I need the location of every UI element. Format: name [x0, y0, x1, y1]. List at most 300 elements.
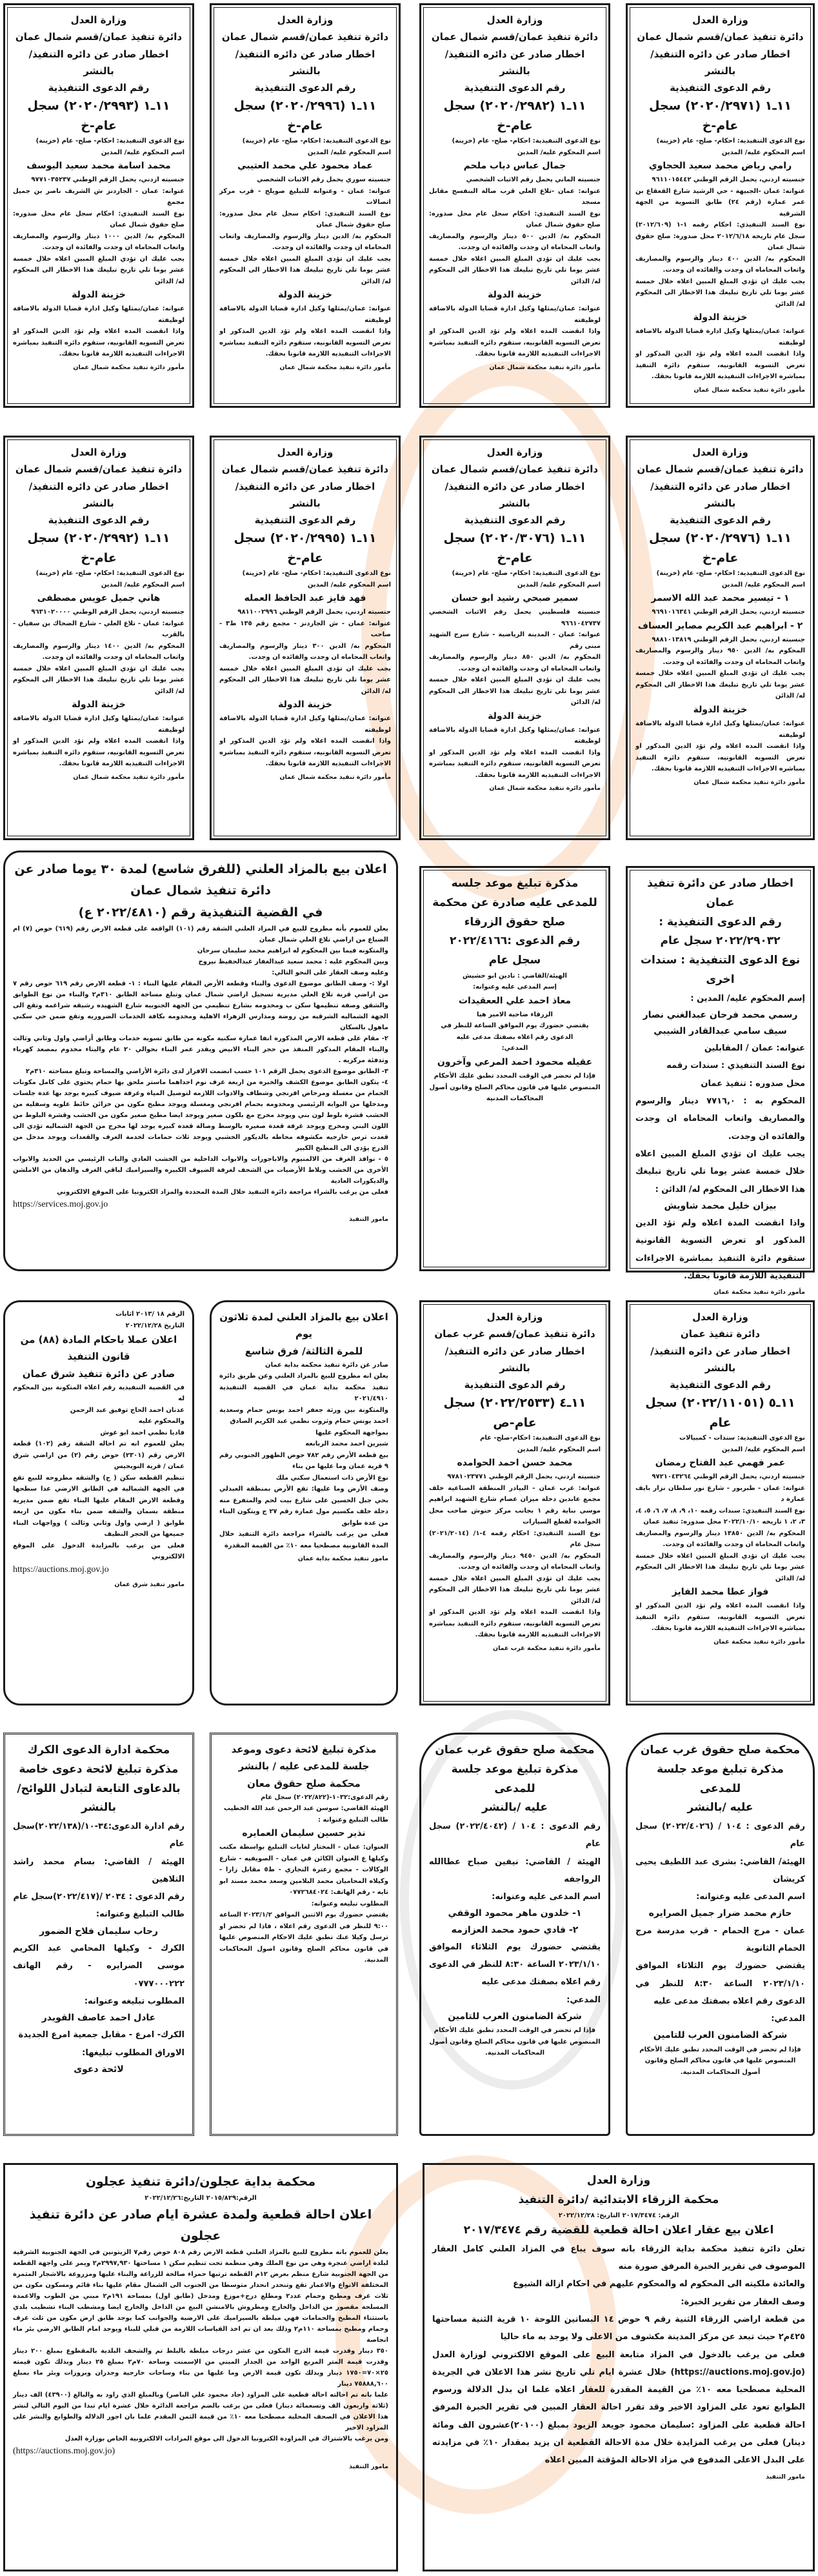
notice-text: ٤- يتكون الطابق موضوع الكشف والخبره من اربعة غرف نوم احداهما ماستر ملحق بها حمام يحتوي على كامل مكونات الحمام من مغسلة ومرحاض افرنجي وشطاف والادوات اللازمه لتوصيل المياه وغرفة ضيوف كبيره يوجد بها عدة جلسات ومدخلها من البوابه الرئيسي ومخدومه بحمام افرنجي ومغسلة ويوجد مطبخ مكون من خزائن حائط علويه وسفليه من الخشب قشرة بلوط لون بني ويوجد مخرج مع بلكون صغير ويوجد ايضا مطبخ صغير مكون من الخشب وقشرة البلوط من اللون البني ومخرج ويوجد غرفة قعدة صغيره بالوسط وصالة قعده كبيره يوجد لها مخرج من الجهة الشماليه تؤدي الى قعدت ترس خارجيه مكشوفه محاطه بالديكور الخشبي ويوجد ثلاث حمامات لخدمة الغرف والقعدات ويوجد مدخل من الدرج يؤدي الى المطبخ الكبير [13, 1078, 388, 1152]
notice-text: يقتضي حضورك يوم الموافق الساعة للنظر في الدعوى رقم اعلاه بصفتك مدعى عليه [441, 1022, 589, 1041]
legal-notice-r6left [3, 2163, 398, 2571]
party-name: لائحة دعوى [74, 2064, 124, 2075]
party-name: هاني جميل عويس مصطفى [37, 593, 161, 604]
legal-notice-r3wide [3, 850, 398, 1271]
party-name: خزينة الدولة [278, 699, 332, 710]
notice-text: اسم المحكوم عليه/ المدين [721, 148, 805, 156]
notice-heading: مذكرة تبليغ لائحة دعوى وموعد جلسة للمدعى عليه / بالنشر [231, 1744, 377, 1773]
notice-text: يقتضي حضورك يوم الاثنين الموافق ٢٠٢٣/١/٢ الساعة ٩:٠٠ للنظر في الدعوى رقم اعلاه ، فاذا لم تحضر او ترسل وكيلا عنك تطبق عليك الاحكام المنصوص عليها في قانون محاكم الصلح وقانون اصول المحاكمات المدنية. [219, 1911, 388, 1964]
notice-text: المحكوم به/ الدين ٥٠٠ دينار والرسوم والمصاريف واتعاب المحاماه ان وجدت والفائده ان وجدت. [429, 232, 601, 252]
notice-heading: للمدعى عليه صادرة عن محكمة [432, 896, 597, 909]
notice-text: يجب عليك ان تؤدي المبلغ المبين اعلاه خلال خمسة عشر يوما تلي تاريخ تبليغك هذا الاخطار الى المحكوم له/ الدائن : [635, 1149, 805, 1194]
notice-text: الهيئة/القاضي : نادين ابو حشيش [463, 972, 567, 980]
notice-heading: وزارة العدل [486, 1311, 543, 1323]
notice-heading: رقم الدعوى التنفيذية [254, 514, 356, 526]
legal-notice-r5c3 [419, 1733, 610, 2136]
notice-heading: وزارة العدل [70, 14, 127, 26]
notice-text: رقم الدعوى : ١٠٤ / (٢٠٢٢/٤٠٤٢) سجل عام [429, 1822, 601, 1849]
notice-text: رقم ادارة الدعوى:٣٤-١٠/(٢٠٢٢/١٣٨)سجل عام [13, 1822, 185, 1849]
notice-heading: رقم الدعوى التنفيذية [670, 514, 771, 526]
legal-notice-r5c4 [626, 1733, 815, 2136]
notice-text: عنوانه: عمان - تلاع العلي - شارع الضحاك بن سفيان - بالقرب [13, 619, 185, 639]
party-name: عماد محمود علي محمد العتيبي [237, 161, 373, 172]
notice-text: يجب عليك ان تؤدي المبلغ المبين اعلاه خلال خمسة عشر يوما تلي تاريخ تبليغك هذا الاخطار الى المحكوم له/ الدائن [219, 255, 391, 285]
notice-text: المحكوم به/ الدين ٤٠٠ دينار والرسوم والمصاريف واتعاب المحاماه ان وجدت والفائده ان وجدت. [635, 255, 805, 274]
notice-text: عنوانه: عمان - وعنوانه للتبليغ صويلح - قرب مركز اتصالات [219, 187, 391, 206]
notice-heading: محكمة صلح حقوق غرب عمان [435, 1744, 595, 1756]
notice-text: عنوانه: عمان/يمثلها وكيل ادارة قضايا الدولة بالاضافة لوظيفته [13, 305, 185, 324]
party-name: عقيله محمود احمد المرعي وآخرون [437, 1056, 593, 1067]
notice-signature: مأمور دائرة تنفيذ محكمة شمال عمان [279, 363, 391, 371]
notice-heading: رقم الدعوى التنفيذية [464, 514, 566, 526]
case-number: ١١ـ١ (٢٠٢٠/٣٠٧٦) سجل عام-خ [443, 531, 586, 565]
notice-text: نوع الدعوى التنفيذية: احكام- صلح- عام (خزينة) [452, 570, 601, 578]
notice-text: نوع الدعوى التنفيذية: احكام- صلح- عام (خزينة) [242, 570, 391, 578]
notice-text: عنوانه: عمان -الجبيهة - حي الرشيد شارع القعقاع بن عمر عمارة (رقم ٢٤) طابق التسوية من الجهة الشرقية [635, 187, 805, 217]
notice-signature: مامور تنفيذ شرق عمان [114, 1581, 185, 1589]
notice-heading: وزارة العدل [586, 2174, 651, 2187]
notice-text: المحكوم به/ الدين ١٤٠٠ دينار والرسوم والمصاريف واتعاب المحاماه ان وجدت والفائده ان وجدت. [13, 642, 185, 661]
notice-text: محل صدوره : تنفيذ عمان [701, 1078, 805, 1089]
notice-text: نوع الدعوى التنفيذية: احكام- صلح- عام (خزينة) [35, 570, 185, 578]
notice-text: الهيئة/ القاضي: بشرى عبد اللطيف يحيى كريشان [635, 1857, 805, 1884]
party-name: رحاب سليمان فلاح الضمور [39, 1926, 158, 1937]
notice-text: الهيئة / القاضي: نيفين صباح عطاالله الرواجفه [429, 1857, 601, 1884]
notice-text: المدعي: [771, 2014, 805, 2024]
case-number: ١١ـ١ (٢٠٢٠/٢٩٩٣) سجل عام-خ [27, 99, 170, 133]
notice-text: فعلى من يرغب بالمزايدة الدخول على الموقع الالكتروني [13, 1542, 185, 1561]
notice-text: يجب عليك ان تؤدي المبلغ المبين اعلاه خلال خمسة عشر يوما تلي تاريخ تبليغك هذا الاخطار الى المحكوم له/ الدائن [429, 676, 601, 707]
notice-text: نوع الأرض ذات استعمال سكني ملك [275, 1474, 388, 1482]
notice-text: نوع الدعوى التنفيذية: احكام- صلح- عام (خزينة) [35, 137, 185, 145]
notice-text: ومن يرغب بالاشتراك في المزاودة الكترونيا الدخول الى موقع المزادات الالكترونية الخاص بوزارة العدل [65, 2435, 388, 2443]
legal-notice-r4c4 [626, 1300, 815, 1706]
notice-text: فإذا لم تحضر في الوقت المحدد تطبق عليك الأحكام المنصوص عليها في قانون محاكم الصلح وقانون أصول المحاكمات المدنية. [639, 2046, 801, 2076]
notice-text: الرقم ١٨ /٢٠١٣ اثابات [115, 1311, 185, 1318]
notice-heading: اخطار صادر عن دائره التنفيذ/ بالنشر [444, 48, 585, 77]
notice-text: عنوانه: عمان / المقابلين [704, 1043, 805, 1054]
notice-text: الهيئة / القاضي: بسام محمد راشد التلاهين [13, 1857, 185, 1884]
notice-text: يجب عليك ان تؤدي المبلغ المبين اعلاه خلال خمسة عشر يوما تلي تاريخ تبليغك هذا الاخطار الى المحكوم له/ الدائن [635, 1552, 805, 1582]
notice-text: وعليه وصف العقار على النحو التالي: [272, 969, 388, 976]
party-name: خزينة الدولة [693, 704, 748, 715]
party-name: ١- خلدون ماهر محمود الوقفي [448, 1908, 582, 1919]
notice-signature: مأمور دائرة تنفيذ محكمة شمال عمان [693, 386, 805, 394]
notice-heading: اخطار صادر عن دائره التنفيذ/ بالنشر [444, 480, 585, 509]
notice-heading: في القضية التنفيذية رقم (٢٠٢٢/٤٨١٠ ع) [78, 905, 323, 920]
notice-text: نوع السند التنفيذي: احكام سجل عام محل صدوره: صلح حقوق شمال عمان [13, 210, 185, 229]
auction-website-link[interactable]: (https://auctions.moj.gov.jo) [13, 2446, 115, 2457]
notice-text: نوع السند التنفيذي: احكام سجل عام محل صدوره: صلح حقوق شمال عمان [429, 210, 601, 229]
notice-heading: رقم الدعوى :٢٠٢٢/٤١٦٦ [450, 934, 580, 948]
notice-text: يجب عليك ان تؤدي المبلغ المبين اعلاه خلال خمسة عشر يوما تلي تاريخ تبليغك هذا الاخطار الى المحكوم له/ الدائن [635, 670, 805, 700]
notice-text: الكرك - وكيلها المحامي عبد الكريم موسى الصرايره - رقم الهاتف ٠٧٧٧٠٠٠٢٢٢ [13, 1943, 185, 1989]
party-name: خزينة الدولة [72, 699, 126, 710]
notice-signature: مأمور دائرة تنفيذ محكمة شمال عمان [73, 363, 185, 371]
notice-heading: وزارة العدل [692, 1311, 748, 1323]
legal-notice-r2c1 [3, 436, 194, 840]
notice-heading: اخطار صادر عن دائره التنفيذ/ بالنشر [28, 48, 169, 77]
party-name: خزينة الدولة [488, 290, 542, 301]
notice-text: المطلوب تبليغه وعنوانه: [311, 1900, 388, 1907]
notice-heading: وزارة العدل [70, 447, 127, 458]
notice-heading: صادر عن دائرة تنفيذ شرق عمان [22, 1367, 175, 1380]
case-number: ١١ـ١ (٢٠٢٠/٢٩٧٦) سجل عام-خ [649, 531, 792, 565]
legal-notice-r4c1 [3, 1300, 194, 1706]
notice-text: واذا انقضت المده اعلاه ولم تؤد الدين المذكور او تعرض التسويه القانونيه، ستقوم دائره التنفيذ بمباشره الاجراءات التنفيذيه اللازمة قانونا بحقك. [219, 328, 391, 358]
notice-text: صادر عن دائرة تنفيذ محكمة بداية عمان [265, 1361, 388, 1369]
notice-heading: دائرة تنفيذ عمان/قسم غرب عمان [434, 1328, 595, 1340]
notice-text: فإذا لم تحضر في الوقت المحدد تطبق عليك الأحكام المنصوص عليها في قانون محاكم الصلح وقانون أصول المحاكمات المدنية. [429, 2027, 601, 2057]
notice-heading: سجل عام [488, 954, 541, 967]
notice-heading: اخطار صادر عن دائره التنفيذ/ بالنشر [235, 48, 375, 77]
notice-heading: نوع الدعوى التنفيذية : سندات اخرى [640, 954, 801, 986]
notice-text: واذا انقضت المده اعلاه ولم تؤد الدين المذكور او تعرض التسويه القانونيه، ستقوم دائره التنفيذ بمباشره الاجراءات التنفيذيه اللازمة قانونا بحقك. [219, 738, 391, 768]
party-name: عادل احمد عاصف القويدر [41, 2013, 156, 2024]
notice-text: جنسيته اردني، يحمل الرقم الوطني ٩٧٢١٠٤٣٢٦٤ [652, 1473, 805, 1481]
notice-heading: رقم الدعوى التنفيذية [670, 1379, 771, 1391]
notice-text: ٥ - نوافذ الغرف من الالمنيوم والاباجورات والابواب الداخلية من الخشب العادي والباب الرئيسي من الحديد والابواب الأخرى من الخشب وبلاط الأرضيات من الشحف لغرفة الضيوف الكبيره والسيراميك لباقي الغرف والدهان من الاملشن والديكورات العادية [13, 1155, 388, 1185]
legal-notice-r4c3 [419, 1300, 610, 1706]
notice-text: يجب عليك ان تؤدي المبلغ المبين اعلاه خلال خمسة عشر يوما تلي تاريخ تبليغك هذا الاخطار الى المحكوم له/ الدائن [219, 665, 391, 695]
notice-text: والمتكونة بين ورثة جعفر احمد يونس حمام وسعدية احمد يونس حمام وثروت نظمي عبد الكريم الصادق [219, 1406, 388, 1425]
notice-text: جنسيته اردني، يحمل الرقم الوطني ٩٦١١٠١٥٤٤٢ [652, 176, 805, 184]
party-name: خزينة الدولة [278, 290, 332, 301]
notice-heading: للمرة الثالثة/ فرق شاسع [244, 1345, 363, 1357]
case-number: ١١ـ٤ (٢٠٢٢/٢٥٣٣) سجل عام-ص [443, 1396, 586, 1430]
notice-heading: مذكرة تبليغ موعد جلسة للمدعى [451, 1762, 579, 1795]
notice-text: المحكوم به/ الدين ٩٥٠ دينار والرسوم والمصاريف واتعاب المحاماه ان وجدت والفائده ان وجدت. [635, 647, 805, 666]
legal-notice-r1c4 [626, 3, 815, 408]
party-name: ١ - تيسير محمد عبد الله الاسمر [651, 593, 790, 604]
notice-text: نوع السند التنفيذي: احكام سجل عام محل صدوره: صلح حقوق شمال عمان [219, 210, 391, 229]
notice-text: تنظيم القطعه سكن ( ج) والشقه مطروحه للبيع تقع في الجهة الشمالية في الطابق الارضي عدا سطحها وقطعة الارض المقام عليها البناء تقع ضمن مديرية منطقة بسمان والشقه ضمن بناء مكون من اربعة طوابق ( ارضي واول وثاني وثالث ) وواجهات البناء جميعها من الحجر النظيف [13, 1474, 185, 1538]
notice-text: والمحكوم عليه [138, 1418, 185, 1425]
notice-heading: مذكرة تبليغ موعد جلسة للمدعى [657, 1762, 784, 1795]
notice-text: طالب التبليغ وعنوانه : [318, 1816, 388, 1824]
notice-text: اسم المحكوم عليه/ المدين [101, 148, 185, 156]
notice-heading: عليه /بالنشر [482, 1801, 548, 1815]
notice-text: عنوانه: عمان/يمثلها وكيل ادارة قضايا الدولة بالاضافة لوظيفته [429, 305, 601, 324]
notice-text: واذا انقضت المده اعلاه ولم تؤد الدين المذكور او تعرض التسويه القانونيه، ستقوم دائره التنفيذ بمباشره الاجراءات التنفيذيه اللازمة قانونا بحقك. [13, 738, 185, 768]
notice-text: المحكوم به/ الدين ١٠٠٠ دينار والرسوم والمصاريف واتعاب المحاماه ان وجدت والفائده ان وجدت. [13, 232, 185, 252]
notice-text: الاوراق المطلوب تبليغها: [82, 2048, 185, 2058]
notice-text: جنسيته اردني، يحمل الرقم الوطني ٩٨٨١٠١٣٨١٩ [652, 636, 805, 643]
party-name: حازم محمد ضرار جميل الصرايره [648, 1908, 792, 1919]
notice-heading: وزارة العدل [692, 447, 748, 458]
notice-text: ٣- الطابق موضوع الدعوى يحمل الرقم ١٠١ حسب انضمت الافراز لدى دائرة الأراضي والمساحة وتبلغ مساحته ٣١٠م٢ [25, 1067, 388, 1075]
legal-notice-r1c2 [210, 3, 401, 408]
notice-text: إسم المحكوم عليه/ المدين : [690, 993, 805, 1003]
notice-text: ٣٥٠ دينار وقدرت قيمة الدرج المكون من عشر درجات مبلطة بالبلط تم والشحف البلدية بالمقطوع بمبلغ ٢٠٠ دينار وقدرت قيمة المتر المربع الواحد من الجدار المبني من الإسمنت وساحة ٧٠م٢ بمبلغ ٢٥ دينار وبذلك تكون قيمته ٢٥×٧٠=١٧٥٠ دينار وبذلك تكون قيمة الارض وما عليها من بناء وساحات خارجية وجدران وبروزات وبئر ماء بمبلغ ٧٥٨٨٨,٦٠٠ دينار [13, 2348, 389, 2388]
party-name: شركة الضامنون العرب للتامين [448, 2011, 582, 2022]
notice-heading: دائرة تنفيذ عمان/قسم شمال عمان [431, 31, 599, 43]
notice-text: يجب عليك ان تؤدي المبلغ المبين اعلاه خلال خمسة عشر يوما تلي تاريخ تبليغك هذا الاخطار الى المحكوم له/ الدائن [635, 277, 805, 308]
party-name: فهد فايز عبد الحافظ العمله [244, 593, 366, 604]
notice-text: الرقم: ٢٠١٧/٣٤٧٤ التاريخ: ٢٠٢٢/١٢/٢٨ [558, 2211, 679, 2219]
notice-text: واذا انقضت المده اعلاه ولم تؤد الدين المذكور او تعرض التسويه القانونيه، ستقوم دائره التنفيذ بمباشره الاجراءات التنفيذيه اللازمة قانونا بحقك. [429, 328, 601, 358]
notice-signature: مأمور دائرة تنفيذ محكمة عمان [713, 1289, 805, 1296]
notice-text: من قطعة اراضي الزرقاء الثنية رقم ٩ حوض ١٤ البساتين اللوحة ١٠ قرية الثنية مساحتها ٤٢٥م٢ حيث تبعد عن مركز المدينة مكشوف من الاعلى ولا يوجد به ماء حاليا [432, 2314, 806, 2342]
notice-text: علما بانه تم احالته احالة قطعية على المزاود (جاد محمود علي الناصر) وبالمبلغ الذي زاود به والبالغ (٤٣٩٠٠) الف دينار (ثلاثة واربعون الف وتسعمائة دينار) فعلى من يرغب بالضم مراجعة الدائرة خلال عشرة ايام تبدا من اليوم التالي لنشر هذا الاعلان في الصحف المحلية مصطحبا معه ١٠٪ من قيمة الثمن المقدم علما بان اجور الدلالة والطوابع والنشر على المزاود الاخير [13, 2391, 389, 2432]
notice-text: نوع السند التنفيذي: احكام رقمه ١-١ (٢٠١٢/٦٠٩) سجل عام تاريخه ٢٠١٢/٦/١٨ محل صدوره: صلح حقوق شمال عمان [635, 221, 805, 252]
notice-text: جنسيته اردني، يحمل الرقم الوطني ٩٨١١٠٠٢٩٩٦ [237, 609, 391, 616]
notice-heading: دائرة تنفيذ عمان/قسم شمال عمان [431, 463, 599, 476]
notice-text: عنوانه: عمان - ش الجاردنز - مجمع رقم ١٣٥ ط٣ - صاحب [219, 619, 391, 639]
legal-notice-r1c1 [3, 3, 194, 408]
notice-heading: اعلان عملا باحكام المادة (٨٨) من قانون التنفيذ [20, 1334, 177, 1363]
notice-text: فإذا لم تحضر في الوقت المحدد تطبق عليك الأحكام المنصوص عليها في قانون محاكم الصلح وقانون أصول المحاكمات المدنية [429, 1072, 601, 1103]
notice-text: اسم المحكوم عليه/ المدين [721, 1445, 805, 1453]
notice-signature: مأمور دائرة تنفيذ محكمة شمال عمان [489, 363, 601, 371]
notice-text: ٢- مقام على قطعة الارض المذكوره انفا عمارة سكنية مكونه من طابق تسويه خدمات وطابق أراضي واول وثاني وثالث والبناء المقام المذكور المنفذ من حجر البناء الابيض ويقدر عمر البناء بحوالي ٢٠ عام والبناء مخدوم بمصعد كهرباء وتدفئة مركزيه . [13, 1034, 389, 1064]
notice-text: يجب عليك ان تؤدي المبلغ المبين اعلاه خلال خمسة عشر يوما تلي تاريخ تبليغك هذا الاخطار الى المحكوم له/ الدائن [13, 665, 185, 695]
notice-heading: دائرة تنفيذ عمان/قسم شمال عمان [15, 463, 183, 476]
notice-text: المطلوب تبليغه وعنوانه: [84, 1996, 185, 2006]
notice-text: المحكوم به/ الدين ١٣٨٥٠ دينار والرسوم والمصاريف واتعاب المحاماه ان وجدت والفائده ان وجدت. [635, 1529, 805, 1549]
notice-text: اسم المحكوم عليه/ المدين [517, 148, 601, 156]
legal-notice-r5c2 [210, 1733, 398, 2136]
notice-heading: مذكرة تبليغ موعد جلسه [451, 877, 579, 890]
notice-heading: وزارة العدل [486, 447, 543, 458]
notice-text: اسم المدعى عليه وعنوانه: [492, 1892, 601, 1902]
notice-text: نوع الدعوى التنفيذية: احكام-صلح- عام [480, 1434, 601, 1442]
notice-text: اسم المحكوم عليه/ المدين [517, 1445, 601, 1453]
notice-text: جنسيته اردني، يحمل الرقم الوطني ٩٧٧١٠٣٥٢٣٧ [31, 176, 185, 184]
notice-heading: دائرة تنفيذ عمان/قسم شمال عمان [637, 463, 804, 476]
notice-heading: اعلان احالة قطعية ولمدة عشرة ايام صادر عن دائرة تنفيذ عجلون [29, 2207, 372, 2243]
notice-heading: اخطار صادر عن دائره التنفيذ/ بالنشر [650, 48, 790, 77]
legal-notice-r2c2 [210, 436, 401, 840]
notice-signature: مامور التنفيذ [766, 2473, 805, 2480]
notice-heading: عليه /بالنشر [687, 1801, 753, 1815]
party-name: شركة الضامنون العرب للتامين [653, 2030, 788, 2041]
notice-text: في القضية التنفيذية رقم اعلاه المتكونة بين المحكوم له [13, 1384, 185, 1403]
notice-text: واذا انقضت المده اعلاه ولم تؤد الدين المذكور او تعرض التسويه القانونيه، ستقوم دائره التنفيذ بمباشره الاجراءات التنفيذيه اللازمة قانونا بحقك. [429, 749, 601, 779]
notice-text: عدنان احمد الحاج توفيق عبد الرحمن [70, 1406, 185, 1414]
notice-text: والعائدة ملكيته الى المحكوم له والمحكوم عليهم في احكام ازالة الشيوع [513, 2279, 805, 2289]
notice-heading: محكمة بداية عجلون/دائرة تنفيذ عجلون [85, 2175, 316, 2189]
notice-text: بيع قطعة الأرض رقم ٧٨٢ حوض الظهور الجنوبي رقم ٩ قرية عمان وما عليها من بناء [219, 1451, 388, 1471]
notice-text: إسم المدعى عليه وعنوانه: [473, 983, 557, 991]
auction-website-link[interactable]: https://auctions.moj.gov.jo [13, 1564, 109, 1575]
notice-text: عنوانه: عمان/يمثلها وكيل ادارة قضايا الدولة بالاضافة لوظيفته [429, 726, 601, 745]
party-name: عمر فهمي عبد الفتاح رمضان [655, 1458, 786, 1469]
case-number: ١١ـ١ (٢٠٢٠/٢٩٨٢) سجل عام-خ [443, 99, 586, 133]
party-name: نذير حسين سليمان العمايره [242, 1828, 366, 1839]
notice-text: رقم الدعوى:١٠٣٢-(٢٠٢٢/٨٢٢) سجل عام [261, 1793, 388, 1801]
notice-text: نوع الدعوى التنفيذية: احكام- صلح- عام (خزينة) [656, 137, 805, 145]
party-name: بيزان خليل محمد شاويش [664, 1200, 777, 1211]
notice-text: المحكوم به/ الدين ٣٠٠ دينار والرسوم والمصاريف واتعاب المحاماه ان وجدت والفائده ان وجدت. [219, 642, 391, 661]
notice-text: المحكوم به/ الدين ٩٤٥٠ دينار والرسوم والمصاريف واتعاب المحاماه ان وجدت والفائده ان وجدت. [429, 1552, 601, 1571]
notice-heading: محكمة صلح حقوق معان [247, 1777, 361, 1789]
notice-text: اسم المحكوم عليه/ المدين [517, 581, 601, 589]
notice-text: جنسيته الماني يحمل رقم الاثبات الشخصي [466, 176, 601, 184]
notice-text: الهيئة القاضي: سوسن عبد الرحمن عبد الله الخطيب [223, 1805, 388, 1813]
notice-text: جنسيته اردني، يحمل الرقم الوطني ٩٦٩١٠١٦٣٤١ [652, 609, 805, 616]
party-name: خزينة الدولة [72, 290, 126, 301]
party-name: خزينة الدولة [693, 312, 748, 323]
notice-text: عنوانه: عمان - الجاردنز ش الشريف ناصر بن جميل مجمع [13, 187, 185, 206]
notice-heading: اخطار صادر عن دائره التنفيذ/ بالنشر [444, 1345, 585, 1374]
notice-heading: رقم الدعوى التنفيذية [48, 82, 150, 94]
notice-heading: دائرة تنفيذ عمان/قسم شمال عمان [637, 31, 804, 43]
party-name: جمال عباس دياب ملحم [463, 161, 566, 172]
legal-notice-r2c4 [626, 436, 815, 840]
notice-heading: وزارة العدل [692, 14, 748, 26]
notice-text: المدعي: [501, 1045, 528, 1052]
notice-signature: مأمور دائرة تنفيذ محكمة عمان [713, 1638, 805, 1645]
party-name: معاذ احمد علي الععقيدات [458, 995, 572, 1006]
notice-heading: ٢٠٢٢/٢٩٠٣٢ سجل عام [660, 934, 781, 948]
notice-text: المحكوم به/ الدين دينار والرسوم والمصاريف واتعاب المحاماه ان وجدت والفائده ان وجدت. [219, 232, 391, 252]
notice-text: اسم المحكوم عليه/ المدين [307, 148, 391, 156]
notice-text: اسم المحكوم عليه/ المدين [101, 581, 185, 589]
case-number: ١١ـ٥ (٢٠٢٢/١١٠٥١) سجل عام [645, 1396, 795, 1430]
notice-text: فعلى من يرغب بالشراء مراجعة دائرة التنفيذ خلال المدة القانونية مصطحبا معه ١٠٪ من القيمة المقدرة [219, 1531, 388, 1549]
notice-signature: مأمور دائرة تنفيذ محكمة شمال عمان [489, 785, 601, 792]
notice-text: وبين المحكوم عليه : محمد سعيد عبدالغفار عبدالحفيظ نيروخ [198, 958, 388, 965]
notice-text: رقم الدعوى : ١٠٤ / (٢٠٢٢/٤٠٢٦) سجل عام [635, 1822, 806, 1849]
notice-text: عمان - مرج الحمام - قرب مدرسة مرج الحمام الثانوية [635, 1926, 805, 1953]
notice-signature: مامور التنفيذ [349, 1216, 388, 1223]
notice-text: واذا انقضت المدة اعلاه ولم تؤد الدين المذكور او تعرض التسوية القانونية ستقوم دائرة التنفيذ بمباشرة الاجراءات التنفيذية اللازمة قانونا بحقك. [635, 1218, 805, 1281]
notice-text: التاريخ ٢٠٢٢/١٢/٢٨ [125, 1322, 185, 1329]
case-number: ١١ـ١ (٢٠٢٠/٢٩٧١) سجل عام-خ [649, 99, 792, 133]
notice-signature: مأمور دائرة تنفيذ محكمة شمال عمان [279, 773, 391, 781]
notice-heading: اعلان بيع بالمزاد العلني لمدة ثلاثون يوم [219, 1311, 388, 1340]
notice-text: طالب التبليغ وعنوانه: [95, 1909, 185, 1920]
notice-text: يجب عليك ان تؤدي المبلغ المبين اعلاه خلال خمسة عشر يوما تلي تاريخ تبليغك هذا الاخطار الى المحكوم له/ الدائن [13, 255, 185, 285]
notice-heading: دائرة تنفيذ عمان/قسم شمال عمان [221, 31, 389, 43]
notice-heading: وزارة العدل [277, 447, 334, 458]
notice-signature: مأمور دائرة تنفيذ محكمة غرب عمان [492, 1644, 601, 1652]
notice-text: جنسيته اردني، يحمل الرقم الوطني ٩٦٣١٠٢٠٠٠٠ [31, 609, 185, 616]
notice-text: شيرين احمد محمد الربابعه [305, 1440, 388, 1448]
notice-text: نوع الدعوى التنفيذية: سندات - كمبيالات [679, 1434, 805, 1442]
notice-heading: اخطار صادر عن دائره التنفيذ/ بالنشر [28, 480, 169, 509]
legal-notice-r5c1 [3, 1733, 194, 2136]
notice-text: واذا انقضت المده اعلاه ولم تؤد الدين المذكور او تعرض التسويه القانونيه، ستقوم دائره التنفيذ بمباشره الاجراءات التنفيذيه اللازمة قانونا بحقك. [13, 328, 185, 358]
notice-heading: محكمة الزرقاء الابتدائية /دائرة التنفيذ [518, 2193, 719, 2206]
notice-heading: وزارة العدل [486, 14, 543, 26]
notice-heading: اخطار صادر عن دائره التنفيذ/ بالنشر [235, 480, 375, 509]
notice-text: عنوانه: غرب عمان - البيادر المنطقة الصناعية خلف مجمع عابدين دخلة ميزان عصام شارع الشهيد ابراهيم موسى بناية رقم ١ بجانب مركز حنوش صاحب محل الحوامده لقطع السيارات [429, 1484, 601, 1526]
notice-heading: رقم الدعوى التنفيذية [464, 1379, 566, 1391]
notice-text: عنوانه: عمان - طبربور - شارع نور سلطان نزار بايف عمارة د [635, 1484, 805, 1504]
notice-text: يعلن انه مطروح للبيع بالمزاد العلني وعن طريق دائرة تنفيذ محكمة بداية عمان في القضية التنفيذية ٢٠٢١/٤٩١٠ [219, 1373, 388, 1403]
notice-signature: مأمور دائرة تنفيذ محكمة شمال عمان [693, 778, 805, 786]
notice-heading: مذكرة تبليغ لائحة دعوى خاصة بالدعاوى التابعة لتبادل اللوائح/بالنشر [17, 1762, 181, 1815]
notice-text: يعلن للعموم بأنه مطروح للبيع في المزاد العلني الشقة رقم (١٠١) الواقعة على قطعة الارض رقم (٦١٩) حوض (٧) ام الضباع من اراضي تلاع العلي شمال عمان [13, 925, 388, 943]
notice-heading: دائرة تنفيذ عمان [680, 1328, 761, 1340]
notice-text: المدعي: [566, 1995, 601, 2005]
notice-text: عنوانه: عمان -تلاع العلي قرب صالة البنفسج مقابل مسجد [429, 187, 601, 206]
notice-text: يقتضي حضورك يوم الثلاثاء الموافق ٢٠٢٣/١/١٠ الساعة ٨:٣٠ للنظر في الدعوى رقم اعلاه بصفتك مدعى عليه [635, 1961, 806, 2006]
notice-text: واذا انقضت المده اعلاه ولم تؤد الدين المذكور او تعرض التسويه القانونيه، ستقوم دائره التنفيذ بمباشره الاجراءات التنفيذيه اللازمة قانونا بحقك. [635, 1602, 805, 1633]
legal-notice-r3c4 [626, 866, 815, 1296]
notice-text: اسم المحكوم عليه/ المدين [307, 581, 391, 589]
notice-text: فاديا نظمي احمد ابو غوش [100, 1429, 185, 1436]
notice-text: وصف العقار من تقرير الخبرة: [681, 2297, 805, 2307]
notice-text: نوع السند التنفيذي : سندات رقمه [666, 1061, 805, 1071]
notice-text: نوع الدعوى التنفيذية: احكام- صلح- عام (خزينة) [452, 137, 601, 145]
notice-text: المحكوم به : ٧٧١٦,٠ دينار والرسوم والمصاريف واتعاب المحاماه ان وجدت والفائده ان وجدت. [635, 1096, 805, 1142]
notice-text: اولا :- وصف الطابق موضوع الدعوى والبناء وقطعة الأرض المقام عليها البناء : ١- قطعة الارض رقم ٦١٩ حوض رقم ٧ من اراضي قرية تلاع العلي مديرية تسجيل اراضي شمال عمان وتبلغ مساحة الطابق ٣١٠م٢ والبناء من نوع الطوابق والشقق وصفة تنظيمها سكن ب ومخدومه بشارع تنظيمي من الجهة الجنوبيه شارع الشهيده رشيقه شراغمه وتقع الى الجهة الشماليه الشرقيه من روضة ومدارس الزهراء الاهلية ومخدومه بكافة الخدمات الضروريه وتقع ضمن حي سكني ماهول بالسكان [13, 980, 388, 1031]
notice-heading: اخطار صادر عن دائره التنفيذ/ بالنشر [650, 480, 790, 509]
notice-text: رقم الدعوى : ٢٠٣٤ /(٢٠٢٢/٤١٧)سجل عام [13, 1892, 185, 1902]
notice-text: جنسيته فلسطيني يحمل رقم الاثبات الشخصي ٩٦٦١٠٤٢٧٣٧ [429, 609, 601, 627]
notice-heading: رقم الدعوى التنفيذية [254, 82, 356, 94]
notice-heading: رقم الدعوى التنفيذية [464, 82, 566, 94]
legal-notice-r3c3 [419, 866, 610, 1271]
case-number: ١١ـ١ (٢٠٢٠/٢٩٩٢) سجل عام-خ [27, 531, 170, 565]
notice-heading: اخطار صادر عن دائرة تنفيذ عمان [647, 877, 793, 909]
notice-heading: رقم الدعوى التنفيذية : [659, 915, 782, 929]
notice-text: بمواجهة المحكوم عليها [315, 1429, 388, 1436]
party-name: فواز عطا محمد الفايز [672, 1587, 769, 1598]
auction-website-link[interactable]: https://services.moj.gov.jo [13, 1199, 108, 1209]
notice-text: نوع السند التنفيذي: سندات رقمه ١٠، ٩، ٨، ٧، ٦، ٥، ٤، ٣، ٢، ١ تاريخه ٢٠٢٢/١٠/١٠ محل صدوره: تنفيذ عمان [635, 1507, 806, 1526]
notice-text: الرقم:٢٠١٥/٨٢٩ التاريخ:٢٠٢٢/١٢/٢٦ [145, 2195, 257, 2202]
party-name: رسمي محمد فرحان عبدالغني نصار [643, 1009, 798, 1020]
notice-text: يعلن للعموم بانه مطروح للبيع بالمزاد العلني قطعة الارض رقم ٨٠٨ حوض رقم٧ الزيتونين في الجهة الجنوبية الشرقية لبلدة اراضي عنجرة وهي من نوع الملك وهي منظمة تحت تنظيم سكن ١ مساحتها ٢٩٩٧,٩٣٠م٢ ويمر على واجهة القطعة من الجهة الجنوبية شارع منظم بعرض ١٢م القطعة ترتبها حمراء صالحة للزراعة والبناء عليها ومزروعة بالاشجار المثمرة المختلفة الانواع والاعمار تقع وتنحدر انحدار متوسطا من الجنوب الى الشمال مقام عليها بناء قائم ومسكون مكون من ثلاث غرف ومطبخ وحمام عدد٢ ومطلع درج+موزع ومدخل (طابق اول) بمساحة ١٩١م٢ مبني من الطوب والاعمدة المسلحة مقصور من الداخل والخارج ومطروش بالامنشن البيع من الداخل والخارج ايضا ومشطب البناء تشطيب بلدي باستثناء المطبخ والحمامات فهي مبلطة بالسيراميك على الارضية والجوانب كما يوجد طابق ارض مكون من ثلث غرف وحمام ومطبخ بمساحة ١١٠م٢ وذلك بعد ان تم اخذ القياسات اللازمة من قبلي للبناء ويوجد امام الطابق الارضي بئر ماء انجاصة [13, 2249, 389, 2344]
notice-text: عنوانه: عمان/يمثلها وكيل ادارة قضايا الدولة بالاضافة لوظيفته [219, 715, 391, 734]
party-name: سمير صبحي رشيد ابو حسان [451, 593, 579, 604]
case-number: ١١ـ١ (٢٠٢٠/٢٩٩٦) سجل عام-خ [234, 99, 377, 133]
notice-signature: مامور التنفيذ [349, 2462, 388, 2470]
notice-text: عنوانه: عمان/يمثلها وكيل ادارة قضايا الدولة بالاضافة لوظيفته [219, 305, 391, 324]
notice-text: نوع الدعوى التنفيذية: احكام- صلح- عام (خزينة) [656, 570, 805, 578]
notice-heading: رقم الدعوى التنفيذية [670, 82, 771, 94]
notice-text: العنوان: عمان - المختار لغايات التبليغ بواسطة مكتب وكيلها ع العنوان الكائن في عمان - الصويفيه - شارع الوكالات - مجمع زعترة التجاري - ط٥ مقابل زارا - وكيلاه المحاميان محمد البلامين وسعد محمد مسند ابو تايه - رقم الهاتف: ٠٧٧٢٦٨٤٠٢٤ [219, 1844, 388, 1897]
party-name: ٢ - ابراهيم عبد الكريم مصاير العساف [637, 620, 803, 631]
notice-text: جنسيته اردني، يحمل الرقم الوطني ٩٧٨١٠٢٣٧٧١ [447, 1473, 601, 1481]
case-number: ١١ـ١ (٢٠٢٠/٢٩٩٥) سجل عام-خ [234, 531, 377, 565]
notice-text: واذا انقضت المده اعلاه ولم تؤد الدين المذكور او تعرض التسويه القانونيه، ستقوم دائره التنفيذ بمباشره الاجراءات التنفيذيه اللازمة قانونا بحقك. [635, 350, 805, 381]
notice-text: عنوانه: عمان/يمثلها وكيل ادارة قضايا الدولة بالاضافة لوظيفته [635, 720, 805, 739]
notice-text: يجب عليك ان تؤدي المبلغ المبين اعلاه خلال خمسة عشر يوما تلي تاريخ تبليغك هذا الاخطار الى المحكوم له/ الدائن [429, 255, 601, 285]
notice-signature: مأمور دائرة تنفيذ محكمة شمال عمان [73, 773, 185, 781]
party-name: محمد اسامة محمد سعيد اليوسف [26, 161, 171, 172]
notice-text: اسم المدعى عليه وعنوانه: [696, 1892, 805, 1902]
notice-text: الزرقاء ضاحية الامير هيا [477, 1011, 553, 1018]
notice-text: واذا انقضت المده اعلاه ولم تؤد الدين المذكور او تعرض التسويه القانونيه، ستقوم دائره التنفيذ بمباشره الاجراءات التنفيذيه اللازمة قانونا بحقك. [429, 1609, 601, 1639]
notice-heading: رقم الدعوى التنفيذية [48, 514, 150, 526]
notice-text: نوع الدعوى التنفيذية: احكام- صلح- عام (خزينة) [242, 137, 391, 145]
notice-heading: اعلان بيع بالمزاد العلني (للفرق شاسع) لمدة ٣٠ يوما صادر عن دائرة تنفيذ شمال عمان [14, 862, 387, 898]
notice-text: نوع السند التنفيذي: احكام رقمه ٤-١/ (٢٠٢١/٢٠١٤) سجل عام [429, 1529, 601, 1549]
notice-signature: مامور تنفيذ محكمة بداية عمان [297, 1555, 388, 1563]
notice-text: الكرك- امرع - مقابل جمعية امرع الجديدة [18, 2030, 185, 2040]
legal-notice-r2c3 [419, 436, 610, 840]
notice-heading: وزارة العدل [277, 14, 334, 26]
notice-heading: صلح حقوق الزرقاء [464, 915, 566, 929]
notice-text: والمتكونه فيما بين المحكوم له ابراهيم محمد سليمان سرحان [197, 947, 388, 954]
party-name: سيف سامي عبدالقادر الشيبي [653, 1025, 787, 1036]
notice-heading: دائرة تنفيذ عمان/قسم شمال عمان [221, 463, 389, 476]
notice-text: فعلى من يرغب بالشراء مراجعة دائرة التنفيذ خلال المدة المحددة والمزاد الكترونيا على الموقع الالكتروني [57, 1188, 388, 1196]
party-name: محمد حسن احمد الحوامده [457, 1458, 573, 1469]
notice-text: يعلن للعموم انه تم احاله الشقة رقم (١٠٢) قطعة الارض رقم (٢٣٠١) حوض رقم (٢) من اراضي شرق عمان / قرية النويجيس [13, 1440, 185, 1471]
legal-notice-r4c2 [210, 1300, 398, 1706]
notice-heading: محكمة صلح حقوق غرب عمان [640, 1744, 801, 1756]
notice-text: وصف الأرض وما عليها: تقع الأرض بمنطقة العبدلي بحي جبل الحسين على شارع بيت لحم والمتفرع منه دخلة خلف مكسيم مول عمارة رقم ٢٧ ج ويتكون البناء من عدة طوابق [219, 1485, 388, 1527]
notice-text: يقتضي حضورك يوم الثلاثاء الموافق ٢٠٢٣/١/١٠ الساعة ٨:٣٠ للنظر في الدعوى رقم اعلاه بصفتك مدعى عليه [429, 1942, 601, 1987]
party-name: ٢- فادي حمود محمد العزازمه [451, 1924, 579, 1935]
legal-notice-r6right [423, 2163, 815, 2571]
